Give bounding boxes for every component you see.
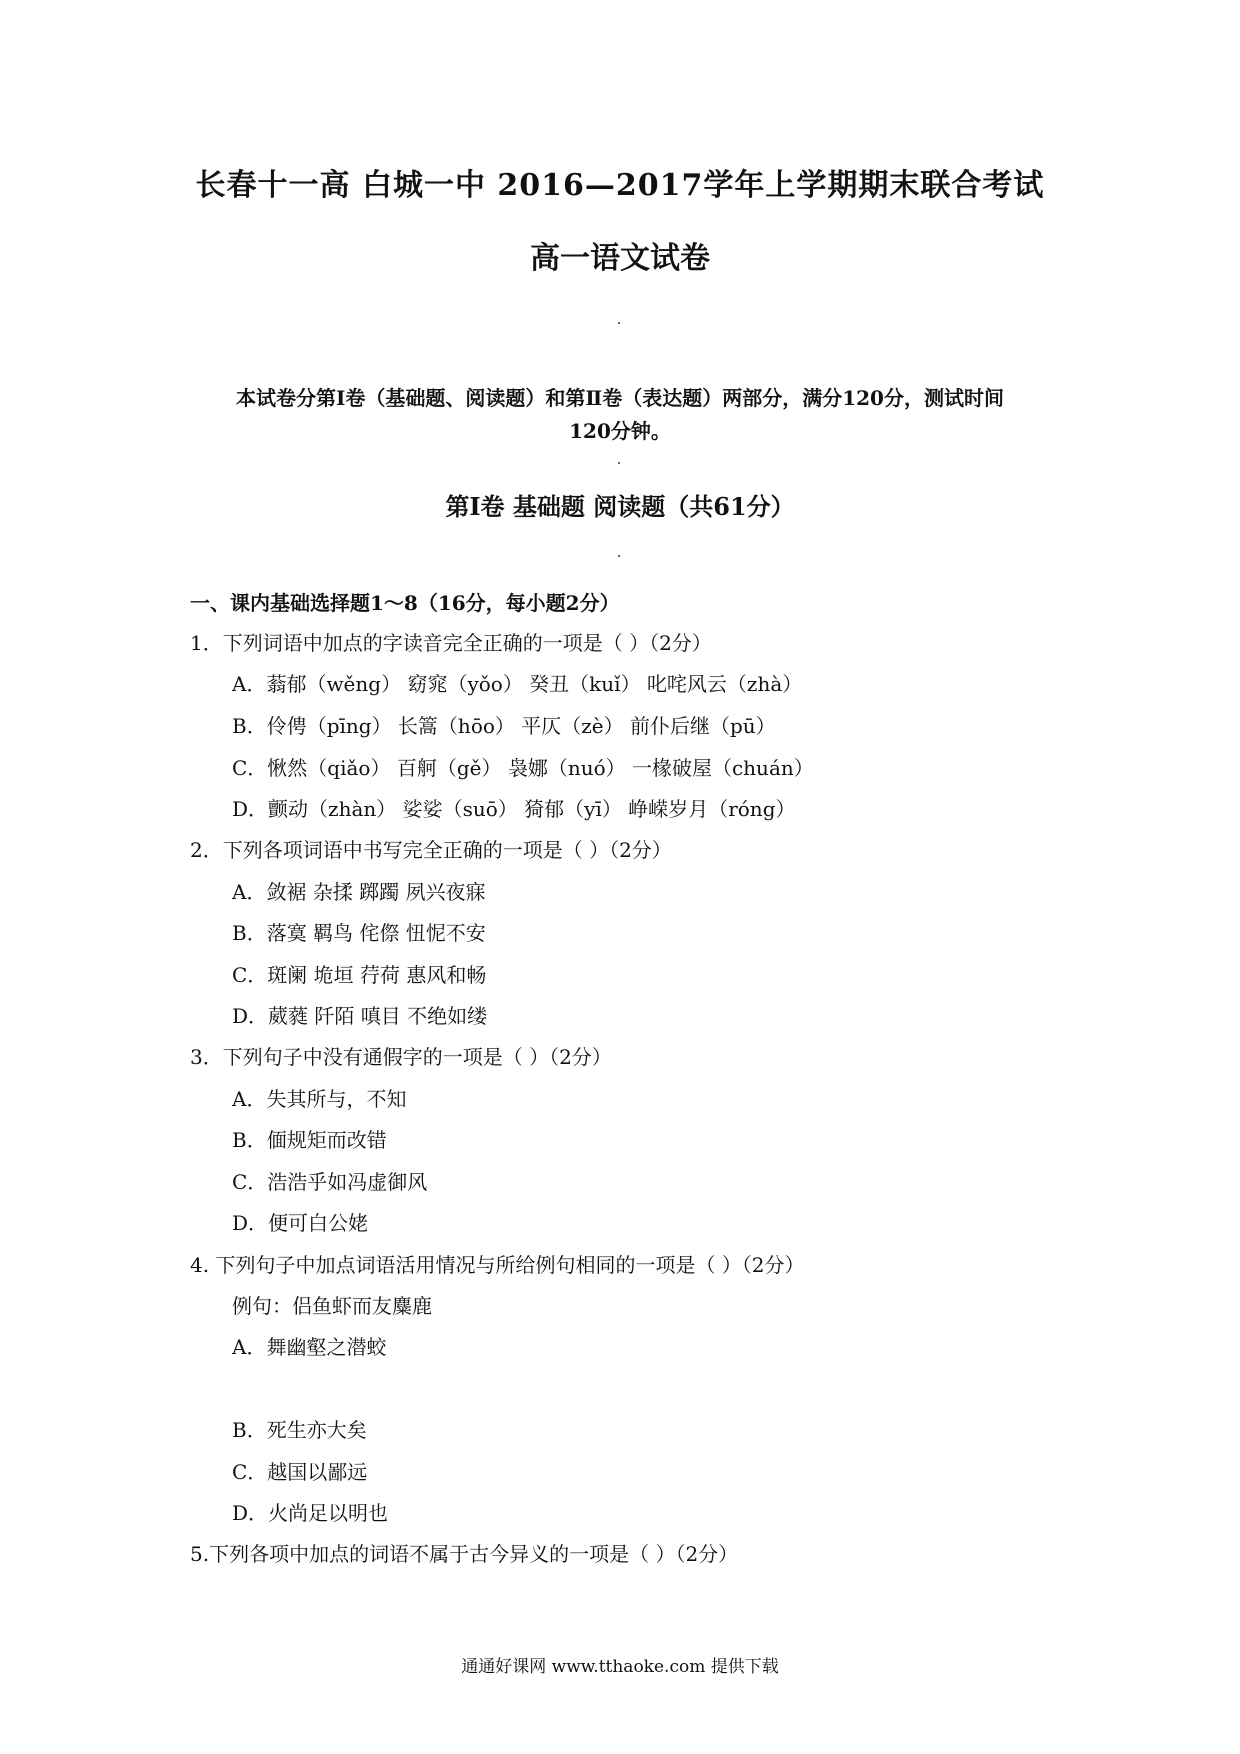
question-1-option-a: A．蓊郁（wěng） 窈窕（yǒo） 癸丑（kuǐ） 叱咤风云（zhà） xyxy=(232,672,803,696)
question-4-option-a: A．舞幽壑之潜蛟 xyxy=(232,1335,387,1359)
question-2-stem: 2．下列各项词语中书写完全正确的一项是（ ）（2分） xyxy=(190,838,672,862)
question-3-option-d: D．便可白公姥 xyxy=(232,1211,369,1235)
question-3-stem: 3．下列句子中没有通假字的一项是（ ）（2分） xyxy=(190,1045,612,1069)
volume-title: 第Ⅰ卷 基础题 阅读题（共61分） xyxy=(445,492,795,521)
scan-speck xyxy=(618,462,620,464)
question-1-option-c: C．愀然（qiǎo） 百舸（gě） 袅娜（nuó） 一椽破屋（chuán） xyxy=(232,756,814,780)
exam-instructions xyxy=(150,382,1090,448)
question-2-option-c: C．斑阑 垝垣 荇荷 惠风和畅 xyxy=(232,963,487,987)
question-2-option-d: D．葳蕤 阡陌 嗔目 不绝如缕 xyxy=(232,1004,488,1028)
scan-speck xyxy=(618,555,620,557)
page-footer: 通通好课网 www.tthaoke.com 提供下载 xyxy=(461,1657,779,1677)
question-2-option-a: A．敛裾 杂揉 踯躅 夙兴夜寐 xyxy=(232,880,486,904)
exam-subtitle: 高一语文试卷 xyxy=(530,241,710,276)
scan-speck xyxy=(618,322,620,324)
question-3-option-a: A．失其所与，不知 xyxy=(232,1087,407,1111)
question-1-option-b: B．伶俜（pīng） 长篙（hōo） 平仄（zè） 前仆后继（pū） xyxy=(232,714,776,738)
question-5-stem: 5.下列各项中加点的词语不属于古今异义的一项是（ ）（2分） xyxy=(190,1542,739,1566)
exam-title: 长春十一高 白城一中 2016—2017学年上学期期末联合考试 xyxy=(195,168,1045,203)
question-4-option-b: B．死生亦大矣 xyxy=(232,1418,367,1442)
instructions-line-1: 本试卷分第Ⅰ卷（基础题、阅读题）和第Ⅱ卷（表达题）两部分，满分120分，测试时间 xyxy=(236,386,1004,410)
question-4-option-d: D．火尚足以明也 xyxy=(232,1501,389,1525)
instructions-line-2: 120分钟。 xyxy=(569,419,671,443)
question-4-option-c: C．越国以鄙远 xyxy=(232,1460,368,1484)
question-1-stem: 1．下列词语中加点的字读音完全正确的一项是（ ）（2分） xyxy=(190,631,712,655)
question-4-example: 例句：侣鱼虾而友麋鹿 xyxy=(232,1294,432,1318)
question-4-stem: 4. 下列句子中加点词语活用情况与所给例句相同的一项是（ ）（2分） xyxy=(190,1253,805,1277)
question-1-option-d: D．颤动（zhàn） 娑娑（suō） 猗郁（yī） 峥嵘岁月（róng） xyxy=(232,797,796,821)
question-2-option-b: B．落寞 羁鸟 侘傺 忸怩不安 xyxy=(232,921,486,945)
question-3-option-b: B．偭规矩而改错 xyxy=(232,1128,387,1152)
question-3-option-c: C．浩浩乎如冯虚御风 xyxy=(232,1170,428,1194)
section-heading: 一、课内基础选择题1～8（16分，每小题2分） xyxy=(190,591,620,615)
